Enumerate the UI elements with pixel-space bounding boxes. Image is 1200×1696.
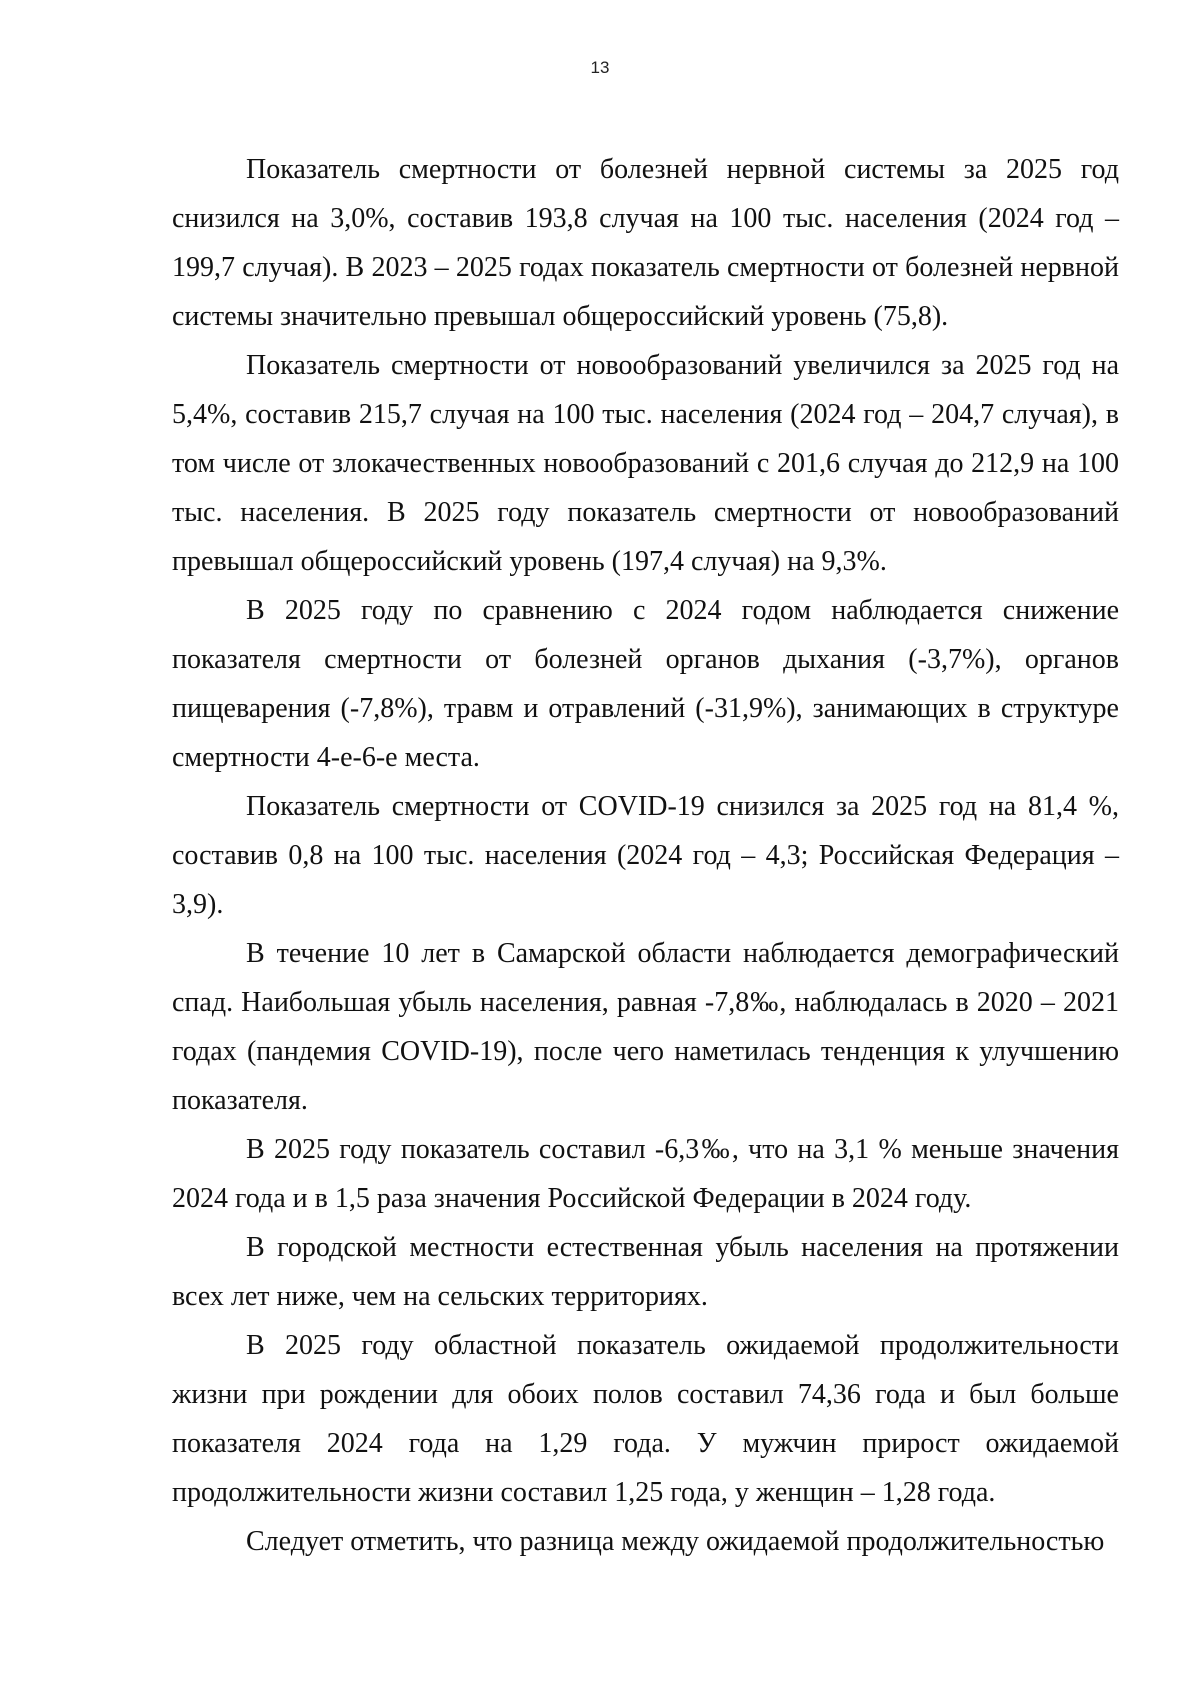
paragraph-respiratory-digestive-injury-mortality: В 2025 году по сравнению с 2024 годом наблюдается снижение показателя смертности от болезней органов дыхания (-3,7%), органов пищеварения (-7,8%), травм и отравлений (-31,9%), занимающих в структуре смертности 4-е-6-е места. (172, 595, 1119, 773)
paragraph-nervous-system-mortality: Показатель смертности от болезней нервной системы за 2025 год снизился на 3,0%, составив 193,8 случая на 100 тыс. населения (2024 год – 199,7 случая). В 2023 – 2025 годах показатель смертности от болезней нервной системы значительно превышал общероссийский уровень (75,8). (172, 154, 1119, 332)
paragraph-demographic-decline: В течение 10 лет в Самарской области наблюдается демографический спад. Наибольшая убыль населения, равная -7,8‰, наблюдалась в 2020 – 2021 годах (пандемия COVID-19), после чего наметилась тенденция к улучшению показателя. (172, 938, 1119, 1116)
paragraph-2025-indicator: В 2025 году показатель составил -6,3‰, что на 3,1 % меньше значения 2024 года и в 1,5 раза значения Российской Федерации в 2024 году. (172, 1134, 1119, 1214)
paragraph-life-expectancy: В 2025 году областной показатель ожидаемой продолжительности жизни при рождении для обоих полов составил 74,36 года и был больше показателя 2024 года на 1,29 года. У мужчин прирост ожидаемой продолжительности жизни составил 1,25 года, у женщин – 1,28 года. (172, 1330, 1119, 1508)
paragraph-urban-rural: В городской местности естественная убыль населения на протяжении всех лет ниже, чем на сельских территориях. (172, 1232, 1119, 1312)
paragraph-life-expectancy-gap: Следует отметить, что разница между ожидаемой продолжительностью (246, 1526, 1105, 1557)
paragraph-covid-mortality: Показатель смертности от COVID-19 снизился за 2025 год на 81,4 %, составив 0,8 на 100 тыс. населения (2024 год – 4,3; Российская Федерация – 3,9). (172, 791, 1119, 920)
page-number: 13 (590, 58, 610, 77)
body-text (172, 145, 1119, 1566)
paragraph-neoplasm-mortality: Показатель смертности от новообразований увеличился за 2025 год на 5,4%, составив 215,7 случая на 100 тыс. населения (2024 год – 204,7 случая), в том числе от злокачественных новообразований с 201,6 случая до 212,9 на 100 тыс. населения. В 2025 году показатель смертности от новообразований превышал общероссийский уровень (197,4 случая) на 9,3%. (172, 350, 1119, 577)
